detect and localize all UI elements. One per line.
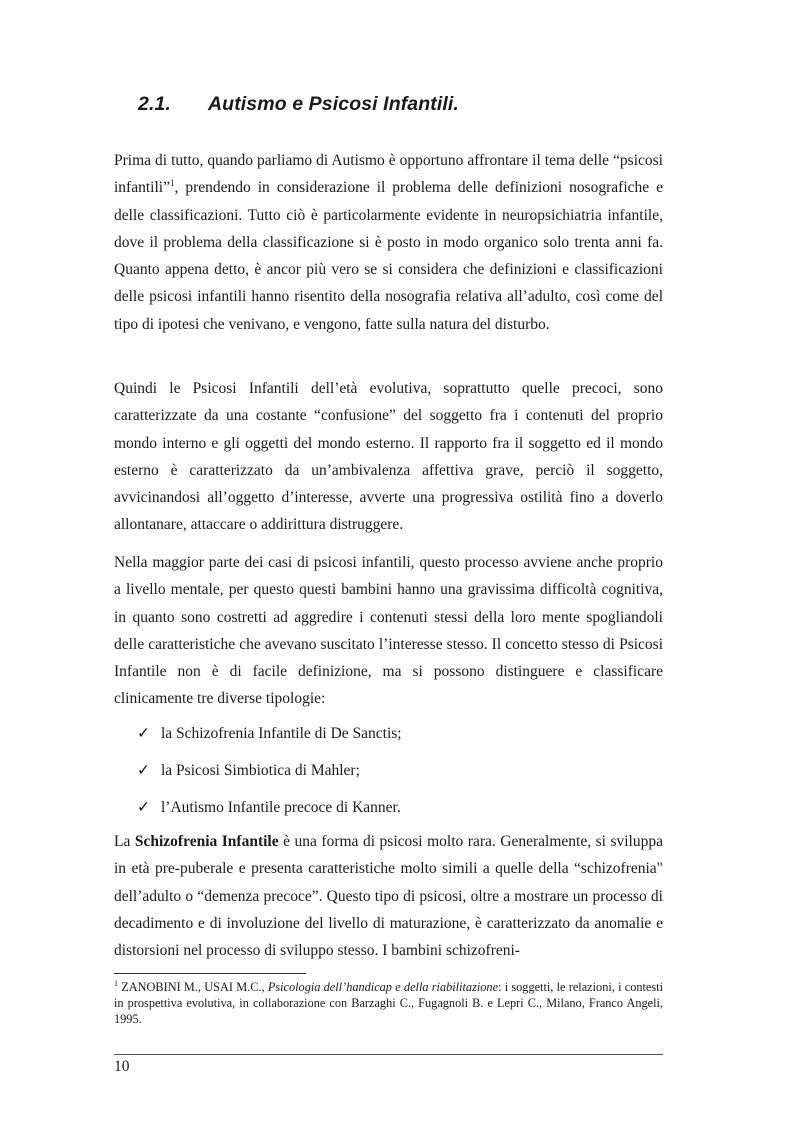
checkmark-icon: ✓: [137, 725, 150, 742]
paragraph-4-text: è una forma di psicosi molto rara. Generalmente, si sviluppa in età pre-puberale e presenta caratteristiche molto simili a quelle della “schizofrenia" dell’adulto o “demenza precoce”. Questo tipo di psicosi, oltre a mostrare un processo di decadimento e di involuzione del livello di maturazione, è caratterizzato da anomalie e distorsioni nel processo di sviluppo stesso. I bambini schizofreni-: [114, 833, 663, 960]
list-item-text: l’Autismo Infantile precoce di Kanner.: [161, 799, 401, 816]
bold-term: Schizofrenia Infantile: [134, 833, 279, 850]
footnote-authors: ZANOBINI M., USAI M.C.,: [118, 980, 268, 994]
page-footer-rule: [114, 1054, 663, 1055]
section-title: Autismo e Psicosi Infantili.: [208, 93, 459, 115]
footnote-number: 1: [114, 978, 118, 988]
paragraph-4-lead: La: [114, 833, 135, 850]
paragraph-1-text-start: Prima di tutto, quando parliamo di Autismo è opportuno affrontare il tema delle “psicosi infantili”: [114, 152, 663, 197]
section-heading: [138, 93, 459, 116]
footnote-separator: [114, 973, 306, 974]
checkmark-icon: ✓: [137, 799, 150, 816]
list-item-text: la Schizofrenia Infantile di De Sanctis;: [161, 725, 402, 742]
psychosis-types-list: [137, 720, 402, 831]
paragraph-1-text-end: , prendendo in considerazione il problema delle definizioni nosografiche e delle classificazioni. Tutto ciò è particolarmente evidente in neuropsichiatria infantile, dove il problema della classificazione si è posto in modo organico solo trenta anni fa. Quanto appena detto, è ancor più vero se si considera che definizioni e classificazioni delle psicosi infantili hanno risentito della nosografia relativa all’adulto, così come del tipo di ipotesi che venivano, e vengono, fatte sulla natura del disturbo.: [114, 179, 663, 333]
paragraph-2: Quindi le Psicosi Infantili dell’età evolutiva, soprattutto quelle precoci, sono caratterizzate da una costante “confusione” del soggetto fra i contenuti del proprio mondo interno e gli oggetti del mondo esterno. Il rapporto fra il soggetto ed il mondo esterno è caratterizzato da un’ambivalenza affettiva grave, perciò il soggetto, avvicinandosi all’oggetto d’interesse, avverte una progressiva ostilità fino a doverlo allontanare, attaccare o addirittura distruggere.: [114, 380, 663, 534]
paragraph-4: [114, 828, 663, 964]
footnote-title: Psicologia dell’handicap e della riabilitazione: [267, 980, 499, 994]
page-number: 10: [114, 1058, 130, 1075]
checkmark-icon: ✓: [137, 762, 150, 779]
footnote-reference[interactable]: 1: [169, 178, 175, 189]
list-item: [137, 757, 402, 794]
paragraph-3: Nella maggior parte dei casi di psicosi infantili, questo processo avviene anche proprio a livello mentale, per questo questi bambini hanno una gravissima difficoltà cognitiva, in quanto sono costretti ad aggredire i contenuti stessi della loro mente spogliandoli delle caratteristiche che avevano suscitato l’interesse stesso. Il concetto stesso di Psicosi Infantile non è di facile definizione, ma si possono distinguere e classificare clinicamente tre diverse tipologie:: [114, 554, 663, 708]
paragraph-1: [114, 147, 663, 338]
list-item-text: la Psicosi Simbiotica di Mahler;: [161, 762, 360, 779]
footnote-details: : i soggetti, le relazioni, i contesti in prospettiva evolutiva, in collaborazione con Barzaghi C., Fugagnoli B. e Lepri C., Milano, Franco Angeli, 1995.: [114, 980, 663, 1027]
list-item: [137, 720, 402, 757]
footnote: [114, 979, 663, 1028]
section-number: 2.1.: [138, 93, 171, 115]
list-item: [137, 794, 402, 831]
